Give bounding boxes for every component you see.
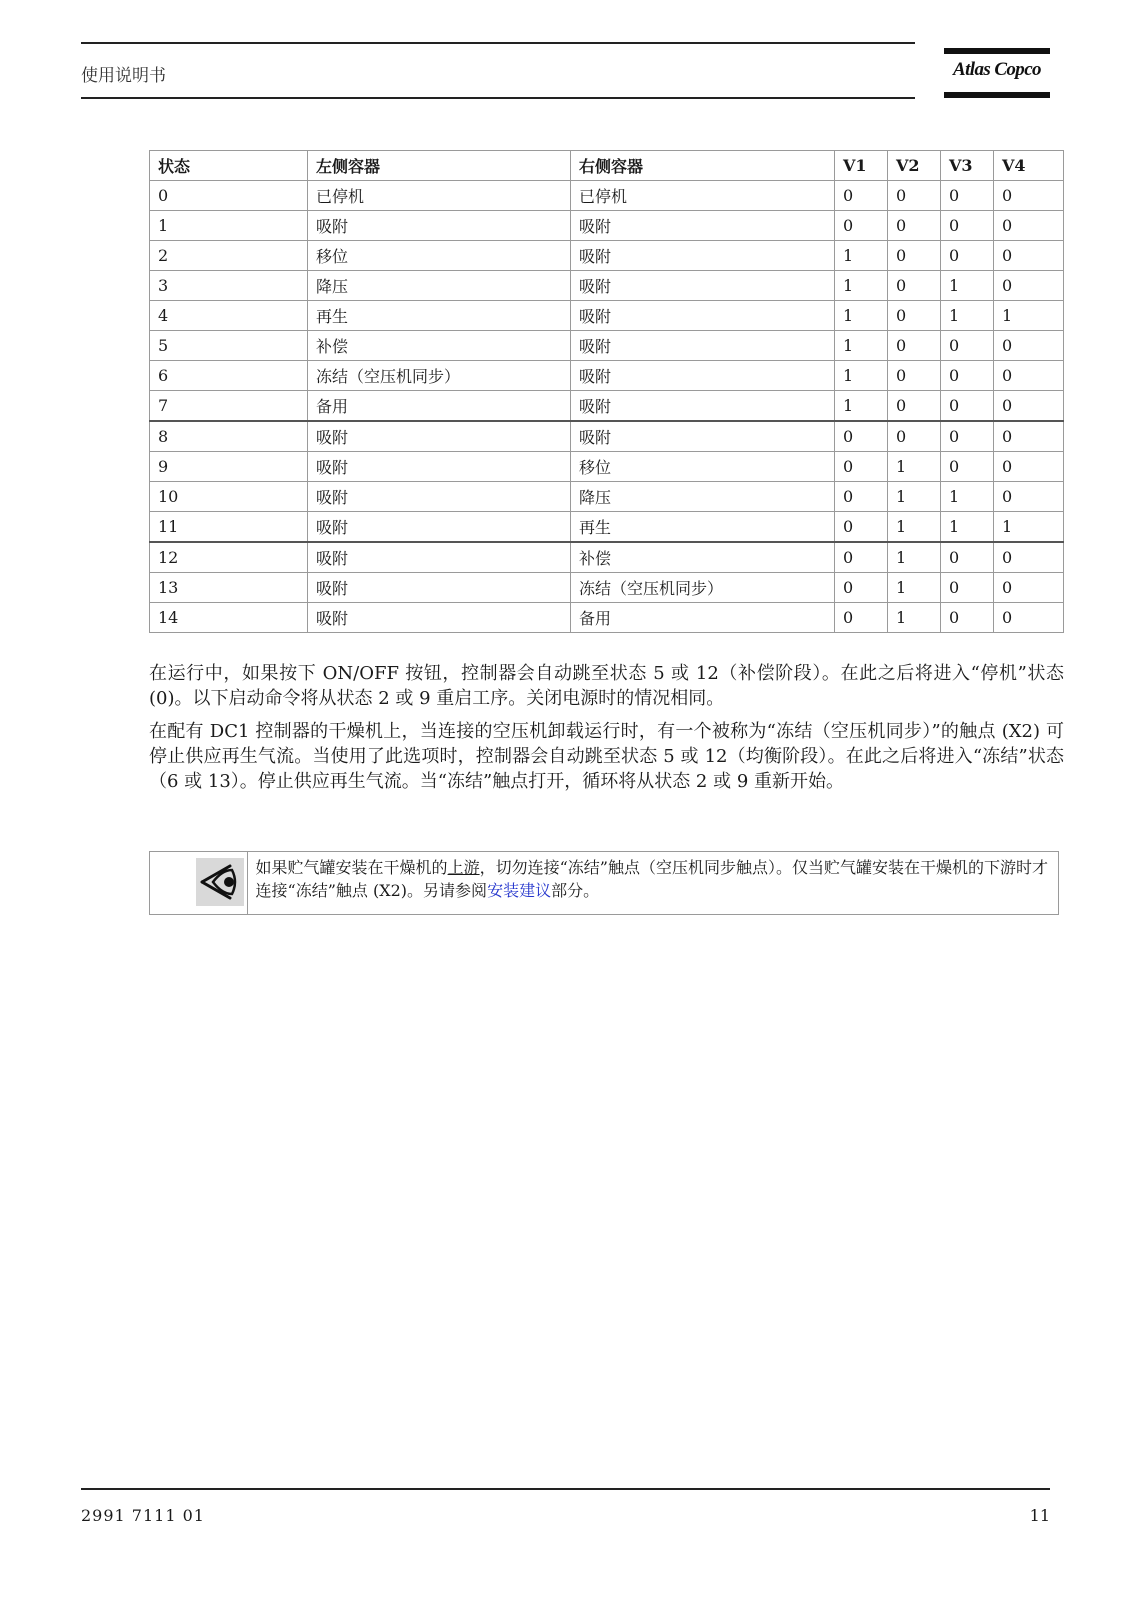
note-text-before: 如果贮气罐安装在干燥机的 (255, 858, 448, 877)
cell-right-vessel: 补偿 (571, 542, 835, 573)
paragraph-onoff: 在运行中，如果按下 ON/OFF 按钮，控制器会自动跳至状态 5 或 12（补偿阶段）。在此之后将进入“停机”状态 (0)。以下启动命令将从状态 2 或 9 重启工序。关闭电源时的情况相同。 (149, 663, 1064, 709)
cell-v3: 1 (941, 512, 994, 543)
note-text-after: 部分。 (551, 881, 600, 900)
cell-right-vessel: 吸附 (571, 241, 835, 271)
cell-v1: 1 (835, 271, 888, 301)
cell-v4: 0 (994, 542, 1064, 573)
footer-rule (81, 1488, 1050, 1490)
cell-v2: 0 (888, 301, 941, 331)
note-box (149, 851, 1059, 915)
cell-left-vessel: 吸附 (308, 421, 571, 452)
cell-left-vessel: 补偿 (308, 331, 571, 361)
cell-v2: 0 (888, 271, 941, 301)
cell-v1: 0 (835, 573, 888, 603)
cell-v4: 0 (994, 573, 1064, 603)
cell-v2: 1 (888, 482, 941, 512)
cell-v1: 0 (835, 211, 888, 241)
cell-state: 10 (150, 482, 308, 512)
table-row (150, 361, 1064, 391)
cell-left-vessel: 吸附 (308, 211, 571, 241)
col-header-right-vessel: 右侧容器 (571, 151, 835, 181)
cell-left-vessel: 冻结（空压机同步） (308, 361, 571, 391)
cell-left-vessel: 吸附 (308, 452, 571, 482)
cell-state: 9 (150, 452, 308, 482)
cell-v2: 1 (888, 452, 941, 482)
table-row (150, 391, 1064, 422)
footer-page-number: 11 (1029, 1506, 1050, 1525)
cell-v2: 0 (888, 421, 941, 452)
table-row (150, 331, 1064, 361)
cell-v1: 0 (835, 482, 888, 512)
cell-v3: 0 (941, 181, 994, 211)
cell-v2: 1 (888, 603, 941, 633)
header-bottom-rule (81, 97, 915, 99)
cell-v2: 1 (888, 573, 941, 603)
col-header-v1: V1 (835, 151, 888, 181)
table-row (150, 542, 1064, 573)
cell-left-vessel: 吸附 (308, 482, 571, 512)
cell-right-vessel: 移位 (571, 452, 835, 482)
table-row (150, 512, 1064, 543)
footer-doc-number: 2991 7111 01 (81, 1506, 205, 1525)
cell-v1: 1 (835, 391, 888, 422)
note-text (248, 852, 1058, 914)
cell-left-vessel: 备用 (308, 391, 571, 422)
cell-v2: 0 (888, 181, 941, 211)
cell-v2: 0 (888, 391, 941, 422)
cell-v4: 0 (994, 361, 1064, 391)
table-row (150, 603, 1064, 633)
cell-v2: 1 (888, 512, 941, 543)
cell-state: 7 (150, 391, 308, 422)
cell-v3: 0 (941, 331, 994, 361)
cell-state: 6 (150, 361, 308, 391)
cell-left-vessel: 吸附 (308, 603, 571, 633)
cell-state: 8 (150, 421, 308, 452)
cell-v4: 0 (994, 603, 1064, 633)
cell-v4: 0 (994, 181, 1064, 211)
cell-right-vessel: 吸附 (571, 331, 835, 361)
cell-v3: 0 (941, 211, 994, 241)
cell-right-vessel: 已停机 (571, 181, 835, 211)
cell-left-vessel: 再生 (308, 301, 571, 331)
cell-right-vessel: 吸附 (571, 301, 835, 331)
cell-v2: 0 (888, 241, 941, 271)
cell-state: 12 (150, 542, 308, 573)
atlas-copco-logo (944, 48, 1050, 100)
col-header-state: 状态 (150, 151, 308, 181)
table-row (150, 421, 1064, 452)
cell-right-vessel: 吸附 (571, 211, 835, 241)
cell-v1: 0 (835, 512, 888, 543)
cell-v3: 1 (941, 271, 994, 301)
table-row (150, 301, 1064, 331)
cell-v1: 0 (835, 603, 888, 633)
logo-text: Atlas Copco (953, 59, 1041, 80)
cell-v3: 1 (941, 482, 994, 512)
table-row (150, 573, 1064, 603)
note-icon-cell (150, 852, 248, 914)
cell-state: 13 (150, 573, 308, 603)
cell-v2: 0 (888, 361, 941, 391)
cell-v3: 0 (941, 603, 994, 633)
cell-v4: 1 (994, 512, 1064, 543)
cell-v3: 0 (941, 361, 994, 391)
cell-v3: 0 (941, 542, 994, 573)
cell-left-vessel: 已停机 (308, 181, 571, 211)
cell-v4: 0 (994, 271, 1064, 301)
installation-advice-link[interactable]: 安装建议 (487, 881, 552, 900)
table-header-row (150, 151, 1064, 181)
cell-right-vessel: 吸附 (571, 271, 835, 301)
table-row (150, 211, 1064, 241)
table-row (150, 181, 1064, 211)
eye-warning-icon (196, 858, 244, 906)
state-table (149, 150, 1064, 633)
cell-left-vessel: 吸附 (308, 573, 571, 603)
cell-v3: 0 (941, 421, 994, 452)
note-underlined-term: 上游 (447, 858, 480, 877)
col-header-v4: V4 (994, 151, 1064, 181)
table-row (150, 241, 1064, 271)
cell-v1: 1 (835, 241, 888, 271)
cell-state: 14 (150, 603, 308, 633)
table-row (150, 482, 1064, 512)
cell-state: 3 (150, 271, 308, 301)
cell-v1: 1 (835, 361, 888, 391)
cell-state: 4 (150, 301, 308, 331)
cell-v4: 0 (994, 452, 1064, 482)
cell-v3: 0 (941, 241, 994, 271)
cell-left-vessel: 降压 (308, 271, 571, 301)
cell-state: 1 (150, 211, 308, 241)
cell-v1: 0 (835, 452, 888, 482)
cell-v3: 0 (941, 573, 994, 603)
cell-v2: 0 (888, 211, 941, 241)
cell-right-vessel: 降压 (571, 482, 835, 512)
cell-v1: 0 (835, 542, 888, 573)
cell-v4: 0 (994, 482, 1064, 512)
cell-right-vessel: 吸附 (571, 421, 835, 452)
cell-v1: 0 (835, 181, 888, 211)
note-text-middle: ，切勿连接“冻结”触点（空压机同步触点）。仅当贮气罐安装在干燥机的下游时才连接“冻结”触点 (X2)。另请参阅 (255, 858, 1048, 900)
cell-left-vessel: 移位 (308, 241, 571, 271)
table-body (150, 181, 1064, 633)
col-header-v2: V2 (888, 151, 941, 181)
cell-v1: 1 (835, 301, 888, 331)
table-row (150, 452, 1064, 482)
cell-v4: 0 (994, 421, 1064, 452)
header-top-rule (81, 42, 915, 44)
cell-state: 5 (150, 331, 308, 361)
cell-state: 11 (150, 512, 308, 543)
cell-v3: 0 (941, 391, 994, 422)
paragraph-freeze: 在配有 DC1 控制器的干燥机上，当连接的空压机卸载运行时，有一个被称为“冻结（空压机同步）”的触点 (X2) 可停止供应再生气流。当使用了此选项时，控制器会自动跳至状态 5 或 12（均衡阶段）。在此之后将进入“冻结”状态（6 或 13）。停止供应再生气流。当“冻结”触点打开，循环将从状态 2 或 9 重新开始。 (149, 721, 1064, 792)
cell-v2: 1 (888, 542, 941, 573)
cell-left-vessel: 吸附 (308, 542, 571, 573)
cell-v4: 0 (994, 241, 1064, 271)
col-header-left-vessel: 左侧容器 (308, 151, 571, 181)
col-header-v3: V3 (941, 151, 994, 181)
cell-v1: 1 (835, 331, 888, 361)
cell-v2: 0 (888, 331, 941, 361)
cell-v4: 0 (994, 391, 1064, 422)
cell-v4: 0 (994, 211, 1064, 241)
cell-v4: 1 (994, 301, 1064, 331)
cell-state: 2 (150, 241, 308, 271)
cell-v1: 0 (835, 421, 888, 452)
cell-right-vessel: 再生 (571, 512, 835, 543)
cell-right-vessel: 吸附 (571, 361, 835, 391)
table-row (150, 271, 1064, 301)
cell-right-vessel: 冻结（空压机同步） (571, 573, 835, 603)
cell-right-vessel: 吸附 (571, 391, 835, 422)
cell-right-vessel: 备用 (571, 603, 835, 633)
header-title: 使用说明书 (81, 66, 166, 86)
cell-left-vessel: 吸附 (308, 512, 571, 543)
cell-v3: 0 (941, 452, 994, 482)
cell-v4: 0 (994, 331, 1064, 361)
cell-v3: 1 (941, 301, 994, 331)
cell-state: 0 (150, 181, 308, 211)
